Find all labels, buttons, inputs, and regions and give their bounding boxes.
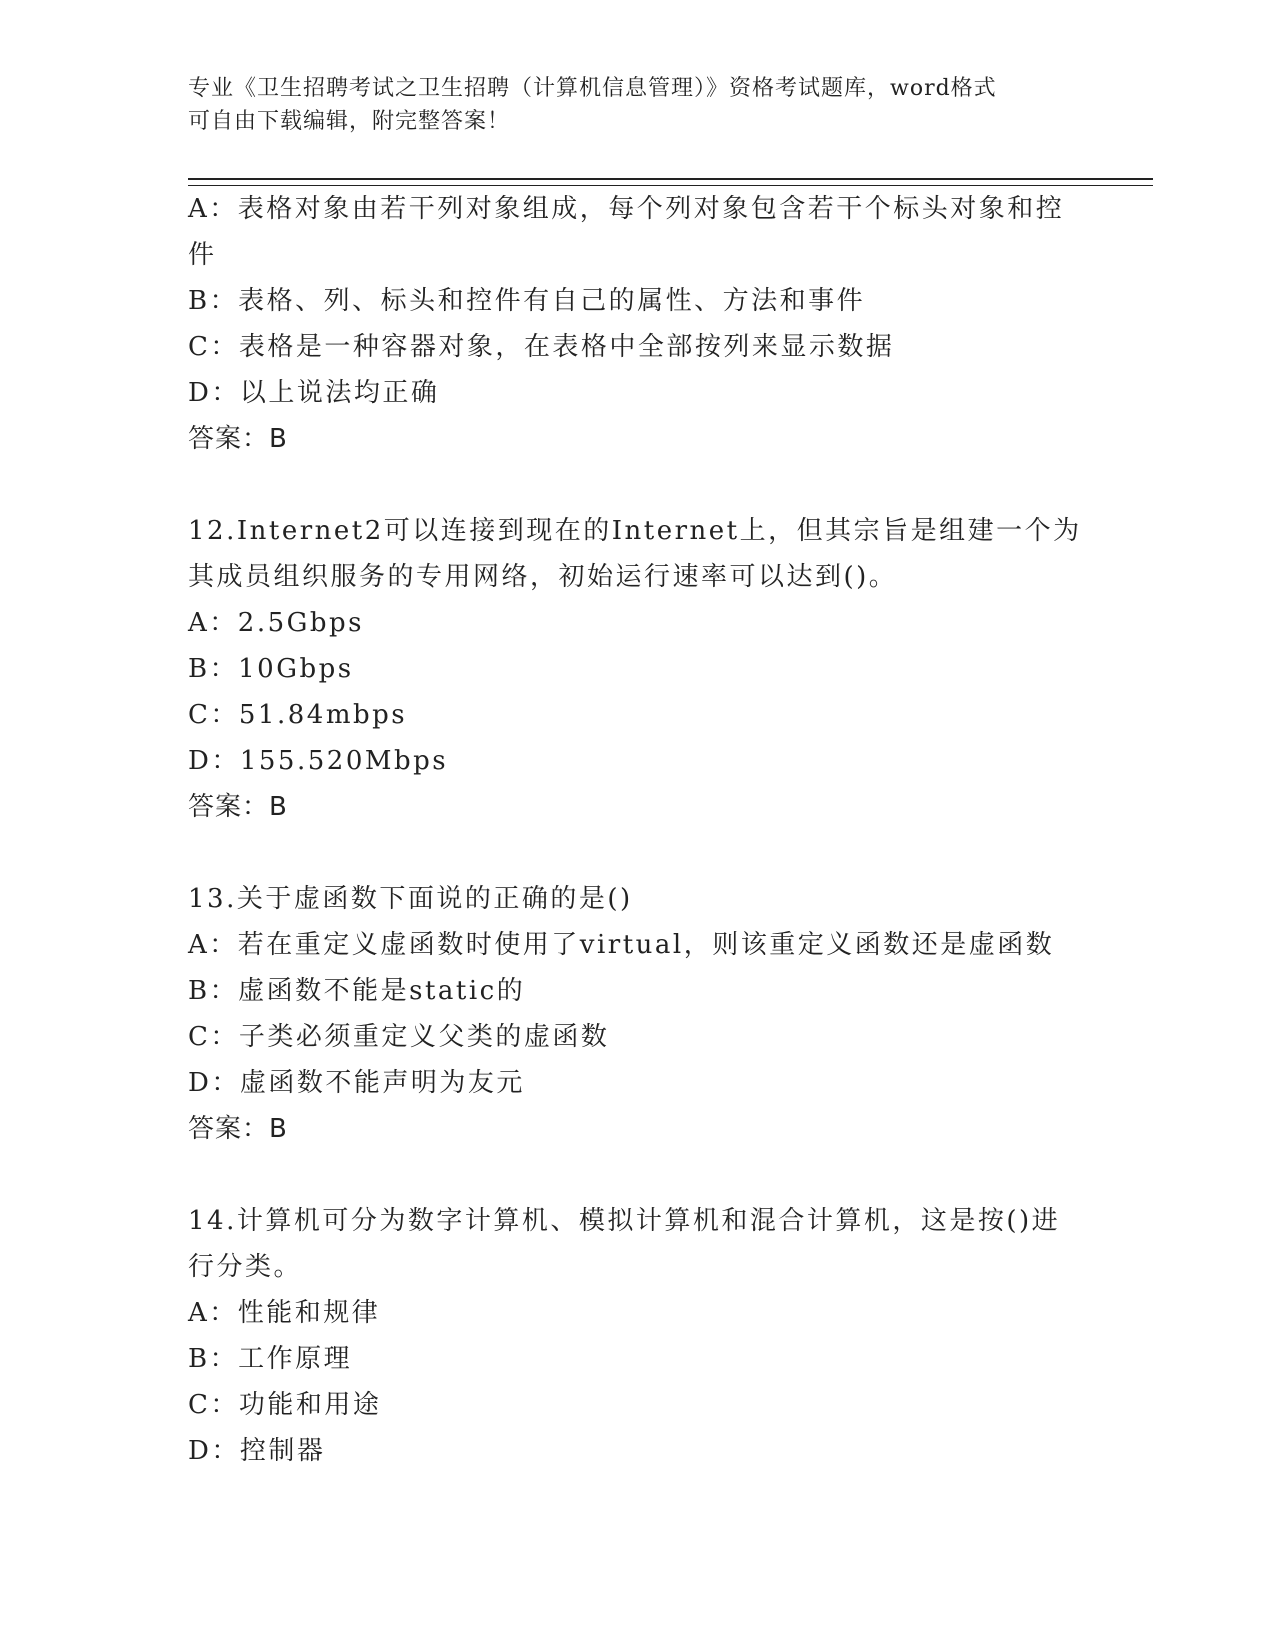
option-a-continued: 件 bbox=[188, 240, 217, 270]
answer-line: 答案：B bbox=[188, 1114, 288, 1144]
option-c: C：51.84mbps bbox=[188, 700, 408, 730]
option-c: C：表格是一种容器对象，在表格中全部按列来显示数据 bbox=[188, 332, 895, 362]
spacer bbox=[188, 1152, 1088, 1198]
question-list bbox=[188, 186, 1088, 1474]
question-stem: 14.计算机可分为数字计算机、模拟计算机和混合计算机，这是按()进 bbox=[188, 1206, 1061, 1236]
question-stem: 13.关于虚函数下面说的正确的是() bbox=[188, 884, 633, 914]
option-a: A：若在重定义虚函数时使用了virtual，则该重定义函数还是虚函数 bbox=[188, 930, 1055, 960]
header-line-2: 可自由下载编辑，附完整答案！ bbox=[188, 109, 511, 134]
answer-line: 答案：B bbox=[188, 424, 288, 454]
option-b: B：虚函数不能是static的 bbox=[188, 976, 526, 1006]
option-d: D：以上说法均正确 bbox=[188, 378, 440, 408]
document-header bbox=[188, 72, 1088, 138]
header-divider bbox=[188, 178, 1153, 186]
option-c: C：子类必须重定义父类的虚函数 bbox=[188, 1022, 610, 1052]
option-c: C：功能和用途 bbox=[188, 1390, 382, 1420]
question-block-11 bbox=[188, 186, 1088, 462]
question-stem-continued: 行分类。 bbox=[188, 1252, 303, 1282]
option-d: D：控制器 bbox=[188, 1436, 326, 1466]
answer-line: 答案：B bbox=[188, 792, 288, 822]
option-a: A：表格对象由若干列对象组成，每个列对象包含若干个标头对象和控 bbox=[188, 194, 1065, 224]
option-a: A：2.5Gbps bbox=[188, 608, 365, 638]
option-d: D：虚函数不能声明为友元 bbox=[188, 1068, 525, 1098]
question-stem-continued: 其成员组织服务的专用网络，初始运行速率可以达到()。 bbox=[188, 562, 898, 592]
spacer bbox=[188, 830, 1088, 876]
option-b: B：10Gbps bbox=[188, 654, 354, 684]
header-line-1: 专业《卫生招聘考试之卫生招聘（计算机信息管理）》资格考试题库，word格式 bbox=[188, 76, 997, 101]
option-b: B：工作原理 bbox=[188, 1344, 353, 1374]
question-block-14 bbox=[188, 1198, 1088, 1474]
question-stem: 12.Internet2可以连接到现在的Internet上，但其宗旨是组建一个为 bbox=[188, 516, 1082, 546]
option-d: D：155.520Mbps bbox=[188, 746, 449, 776]
option-b: B：表格、列、标头和控件有自己的属性、方法和事件 bbox=[188, 286, 866, 316]
question-block-13 bbox=[188, 876, 1088, 1152]
option-a: A：性能和规律 bbox=[188, 1298, 381, 1328]
spacer bbox=[188, 462, 1088, 508]
question-block-12 bbox=[188, 508, 1088, 830]
